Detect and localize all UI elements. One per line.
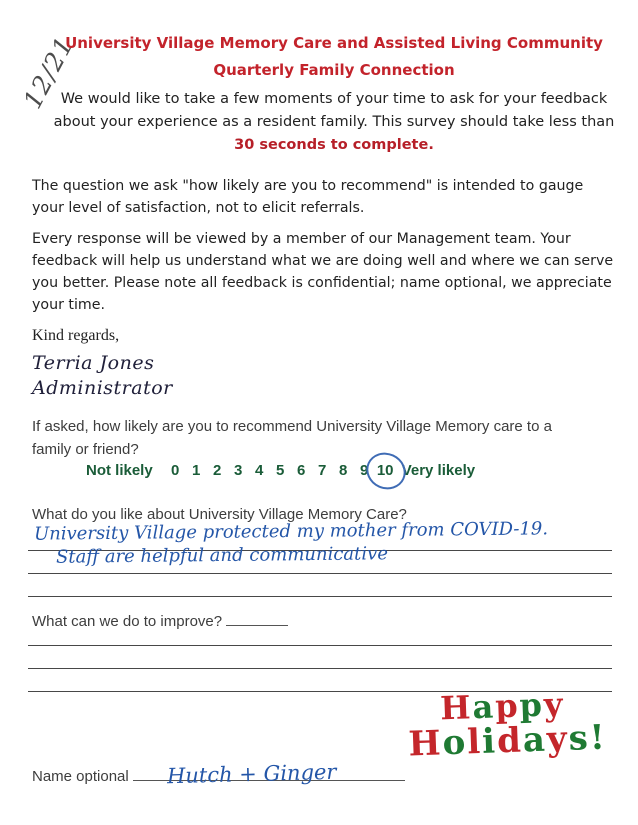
paragraph-every-response: Every response will be viewed by a member of our Management team. Your feedback will help us understand what we are doing well and where we can serve you better. Please note all feedback is confidential; name optional, we appreciate your time. [32, 231, 614, 313]
ruled-line [28, 621, 612, 646]
administrator-name: Terria Jones [32, 352, 155, 374]
rating-scale [86, 462, 475, 479]
name-blank-line [133, 758, 405, 789]
paragraph-gauge-satisfaction: The question we ask "how likely are you to recommend" is intended to gauge your level of satisfaction, not to elicit referrals. [32, 178, 584, 216]
handwritten-answer-line1: University Village protected my mother from COVID-19. [33, 518, 549, 545]
ruled-line [28, 646, 612, 669]
administrator-title: Administrator [32, 377, 173, 399]
closing-salutation: Kind regards, [32, 327, 120, 344]
rating-1: 1 [192, 462, 201, 479]
survey-title-line2: Quarterly Family Connection [213, 61, 455, 79]
holiday-letter: a [471, 687, 496, 727]
holiday-letter: H [439, 688, 474, 728]
improve-question-label: What can we do to improve? [32, 613, 223, 630]
holiday-letter: p [518, 685, 545, 725]
name-optional-row [32, 758, 405, 789]
rating-3: 3 [234, 462, 243, 479]
ruled-line [28, 574, 612, 597]
holiday-letter: l [466, 721, 483, 763]
holiday-letter: d [496, 720, 524, 762]
rating-5: 5 [276, 462, 285, 479]
intro-highlight: 30 seconds to complete. [234, 137, 434, 153]
happy-holidays-greeting [387, 684, 627, 765]
holiday-letter: y [543, 684, 566, 724]
holiday-letter: a [522, 719, 548, 761]
improve-answer-area [28, 621, 612, 692]
handwritten-date: 12/21 [17, 31, 80, 114]
name-optional-label: Name optional [32, 768, 129, 785]
recommend-question-text: If asked, how likely are you to recommend University Village Memory care to a family or friend? [32, 418, 552, 458]
survey-title-line1: University Village Memory Care and Assisted Living Community [65, 34, 603, 52]
rating-4: 4 [255, 462, 264, 479]
intro-text-line1: We would like to take a few moments of your time to ask for your feedback [60, 91, 608, 107]
holiday-letter: p [494, 686, 521, 726]
handwritten-answer-line2: Staff are helpful and communicative [55, 543, 389, 568]
holiday-letter: y [546, 718, 570, 760]
holiday-letter: H [407, 723, 444, 765]
rating-8: 8 [339, 462, 348, 479]
intro-text-line2: about your experience as a resident family. This survey should take less than [53, 114, 615, 130]
like-answer-area [28, 518, 612, 597]
holiday-word-holidays [388, 717, 627, 765]
scale-label-not-likely: Not likely [86, 462, 153, 479]
holiday-letter: ! [589, 717, 608, 759]
rating-10-selected [375, 462, 396, 479]
like-question-text: What do you like about University Village Memory Care? [32, 506, 407, 523]
rating-6: 6 [297, 462, 306, 479]
holiday-letter: o [441, 722, 468, 764]
rating-9: 9 [360, 462, 369, 479]
rating-2: 2 [213, 462, 222, 479]
rating-7: 7 [318, 462, 327, 479]
rating-10: 10 [376, 462, 394, 479]
scale-label-very-likely: Very likely [401, 462, 476, 479]
rating-0: 0 [171, 462, 180, 479]
holiday-letter: s [567, 718, 591, 759]
handwritten-signature: Hutch + Ginger [166, 759, 337, 789]
holiday-letter: i [481, 721, 498, 762]
